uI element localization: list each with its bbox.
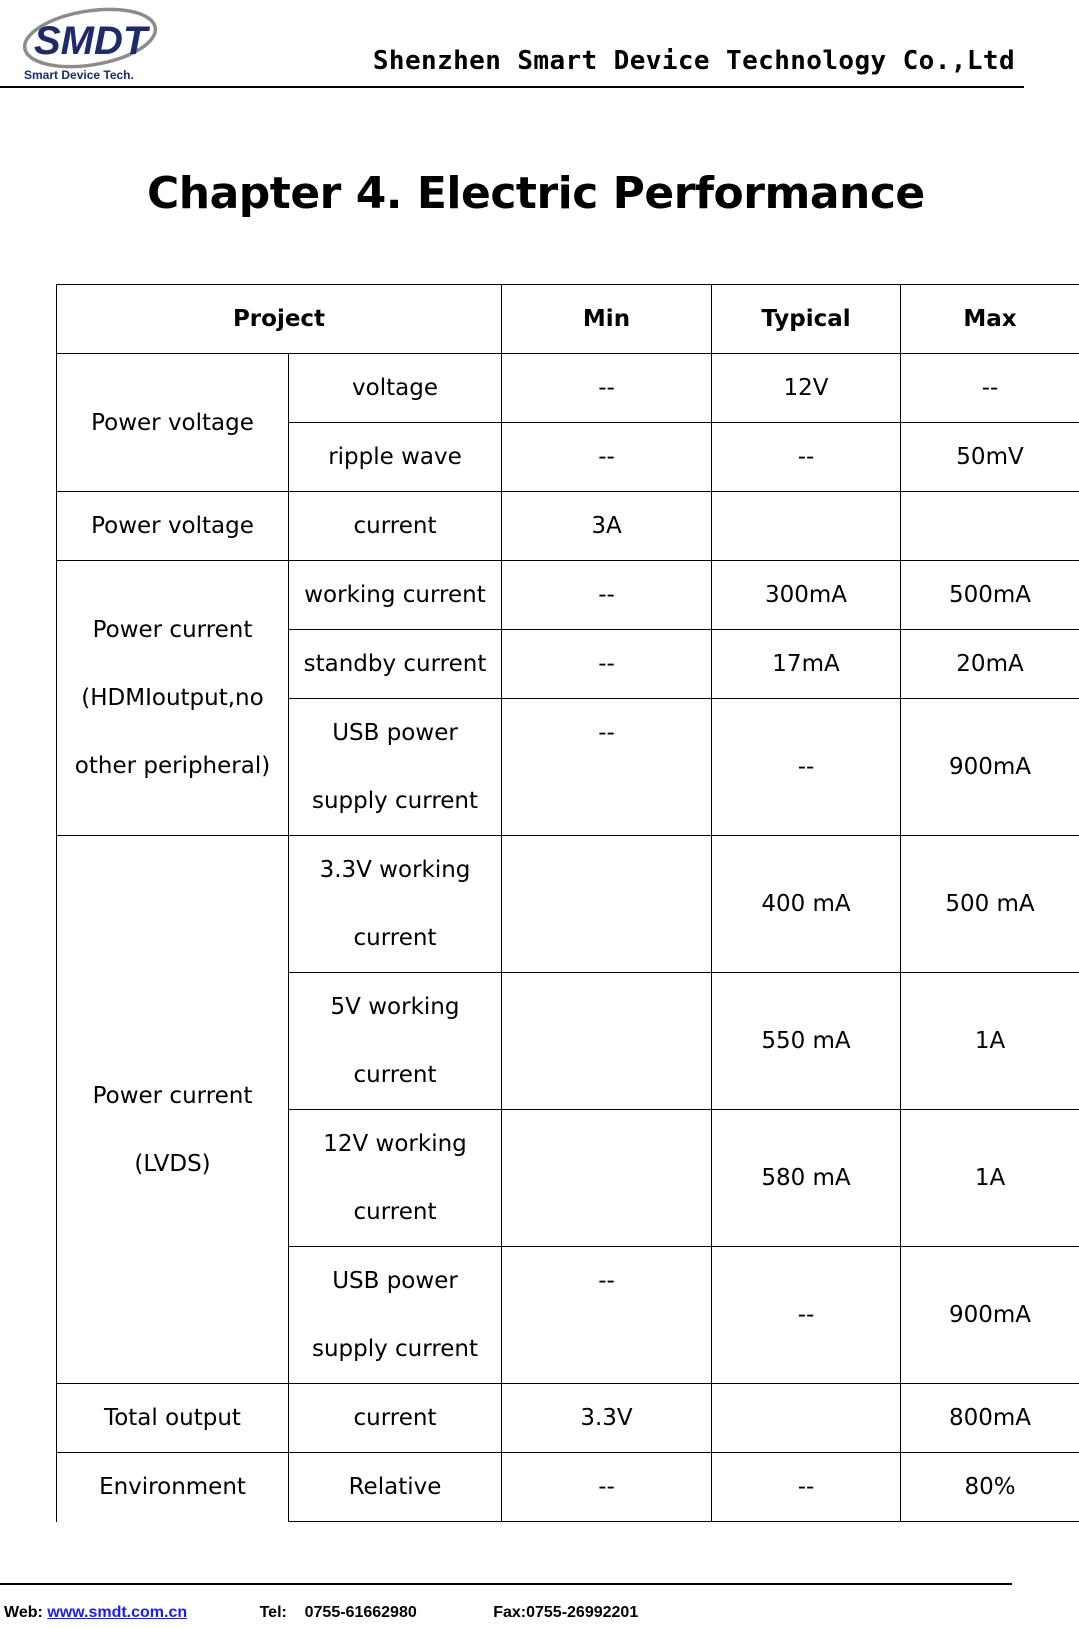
header-project: Project (57, 285, 502, 354)
footer-divider (0, 1583, 1012, 1585)
table-row (57, 1453, 1079, 1522)
item-line: 5V working (330, 994, 460, 1020)
item-line: USB power (332, 1268, 458, 1294)
table-row (57, 561, 1079, 630)
group-line: other peripheral) (74, 753, 271, 779)
min-cell (502, 1110, 712, 1247)
max-cell: 800mA (901, 1384, 1079, 1453)
item-cell (289, 1247, 502, 1384)
item-line: current (353, 1062, 437, 1088)
max-cell: 500mA (901, 561, 1079, 630)
typical-cell: -- (712, 699, 901, 836)
group-cell: Power voltage (57, 492, 289, 561)
max-cell: -- (901, 354, 1079, 423)
typical-cell: 12V (712, 354, 901, 423)
group-cell: Environment (57, 1453, 289, 1522)
max-cell: 50mV (901, 423, 1079, 492)
typical-cell: -- (712, 1453, 901, 1522)
group-cell (57, 561, 289, 836)
min-value: -- (598, 720, 615, 746)
typical-cell: -- (712, 1247, 901, 1384)
group-cell: Total output (57, 1384, 289, 1453)
min-cell: -- (502, 1453, 712, 1522)
header-typical: Typical (712, 285, 901, 354)
header-min: Min (502, 285, 712, 354)
typical-cell: -- (712, 423, 901, 492)
header-max: Max (901, 285, 1079, 354)
min-cell: -- (502, 630, 712, 699)
item-cell: working current (289, 561, 502, 630)
typical-cell (712, 492, 901, 561)
item-cell: current (289, 492, 502, 561)
min-cell: 3.3V (502, 1384, 712, 1453)
telephone: Tel: 0755-61662980 (259, 1604, 417, 1621)
max-cell: 500 mA (901, 836, 1079, 973)
typical-cell: 400 mA (712, 836, 901, 973)
group-line: Power current (92, 1082, 253, 1109)
company-logo (20, 0, 170, 86)
table-header-row (57, 285, 1079, 354)
item-cell (289, 1110, 502, 1247)
min-cell: -- (502, 354, 712, 423)
item-line: supply current (311, 788, 479, 814)
item-line: supply current (311, 1336, 479, 1362)
group-line: (HDMIoutput,no (81, 685, 264, 711)
web-label: Web: (4, 1604, 43, 1621)
max-cell: 1A (901, 973, 1079, 1110)
max-cell: 900mA (901, 1247, 1079, 1384)
page-footer (4, 1604, 638, 1622)
max-cell: 1A (901, 1110, 1079, 1247)
min-cell (502, 836, 712, 973)
group-cell (57, 836, 289, 1384)
header-divider (0, 86, 1024, 88)
item-cell (289, 699, 502, 836)
group-line: (LVDS) (134, 1150, 211, 1177)
item-line: USB power (332, 720, 458, 746)
min-value: -- (598, 1268, 615, 1294)
company-name: Shenzhen Smart Device Technology Co.,Ltd (372, 46, 1015, 76)
item-line: current (353, 925, 437, 951)
logo-tagline: Smart Device Tech. (24, 68, 134, 82)
electric-performance-table (56, 284, 1079, 1522)
min-cell: 3A (502, 492, 712, 561)
group-cell: Power voltage (57, 354, 289, 492)
chapter-title: Chapter 4. Electric Performance (147, 168, 925, 219)
typical-cell (712, 1384, 901, 1453)
item-cell: voltage (289, 354, 502, 423)
min-cell (502, 699, 712, 836)
typical-cell: 580 mA (712, 1110, 901, 1247)
typical-cell: 300mA (712, 561, 901, 630)
table-row (57, 492, 1079, 561)
logo-wordmark: SMDT (34, 19, 148, 63)
min-cell: -- (502, 423, 712, 492)
group-line: Power current (92, 617, 253, 643)
typical-cell: 17mA (712, 630, 901, 699)
max-cell: 20mA (901, 630, 1079, 699)
item-cell: current (289, 1384, 502, 1453)
table-row (57, 354, 1079, 423)
table-row (57, 1384, 1079, 1453)
min-cell (502, 1247, 712, 1384)
max-cell: 900mA (901, 699, 1079, 836)
max-cell (901, 492, 1079, 561)
table-row (57, 836, 1079, 973)
min-cell: -- (502, 561, 712, 630)
item-cell (289, 973, 502, 1110)
item-line: current (353, 1199, 437, 1225)
min-cell (502, 973, 712, 1110)
website-link[interactable]: www.smdt.com.cn (47, 1604, 188, 1621)
item-cell: Relative (289, 1453, 502, 1522)
item-line: 3.3V working (319, 857, 471, 883)
item-cell (289, 836, 502, 973)
max-cell: 80% (901, 1453, 1079, 1522)
item-cell: standby current (289, 630, 502, 699)
fax-number: Fax:0755-26992201 (493, 1604, 639, 1621)
item-cell: ripple wave (289, 423, 502, 492)
typical-cell: 550 mA (712, 973, 901, 1110)
item-line: 12V working (323, 1131, 467, 1157)
